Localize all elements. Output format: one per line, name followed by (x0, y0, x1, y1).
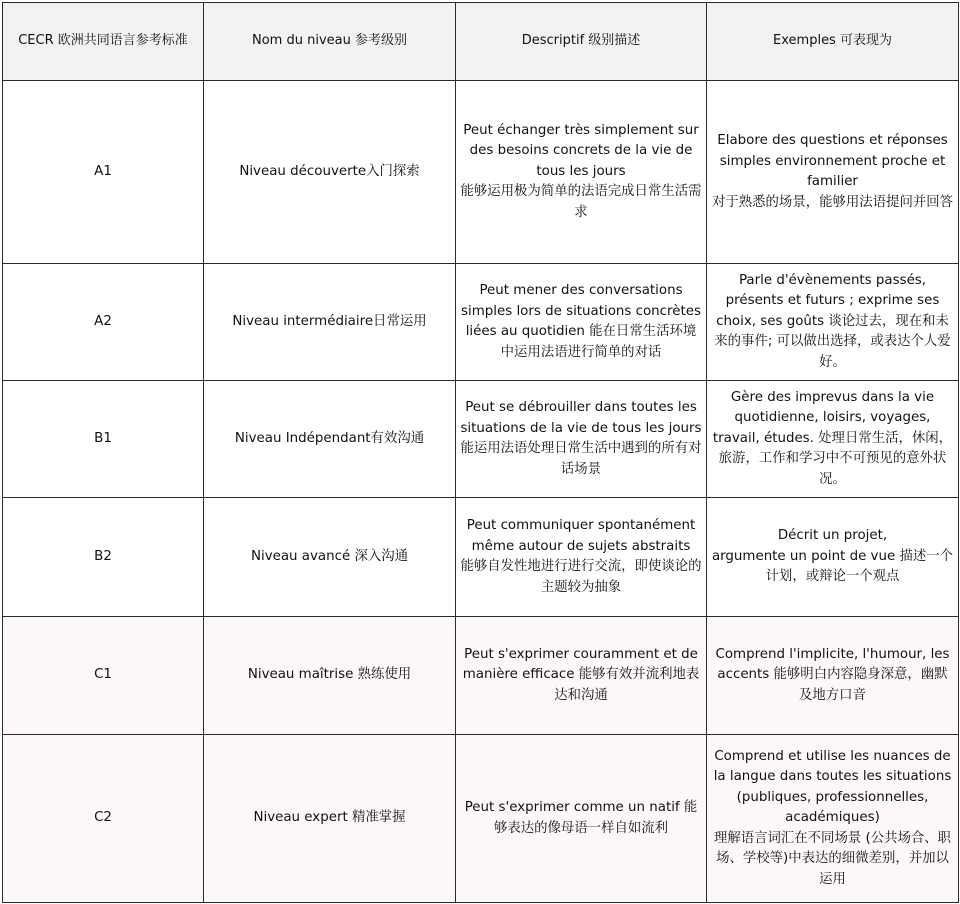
level-code-cell: B2 (3, 498, 204, 617)
table-row-b1 (3, 381, 959, 498)
level-name-cell: Niveau découverte入门探索 (204, 81, 456, 264)
exemples-cell: Elabore des questions et réponses simples environnement proche et familier 对于熟悉的场景，能够用法语提问并回答 (707, 81, 959, 264)
table-row-a2 (3, 264, 959, 381)
table-row-c1 (3, 617, 959, 735)
descriptif-cell: Peut s'exprimer couramment et de manière efficace 能够有效并流利地表达和沟通 (456, 617, 707, 735)
level-name-cell: Niveau Indépendant有效沟通 (204, 381, 456, 498)
level-code-cell: C2 (3, 735, 204, 903)
header-cecr: CECR 欧洲共同语言参考标准 (3, 3, 204, 81)
level-name-cell: Niveau maîtrise 熟练使用 (204, 617, 456, 735)
level-name-cell: Niveau intermédiaire日常运用 (204, 264, 456, 381)
exemples-cell: Comprend l'implicite, l'humour, les accents 能够明白内容隐身深意，幽默及地方口音 (707, 617, 959, 735)
level-code-cell: B1 (3, 381, 204, 498)
header-descriptif: Descriptif 级别描述 (456, 3, 707, 81)
level-name-cell: Niveau avancé 深入沟通 (204, 498, 456, 617)
exemples-cell: Parle d'évènements passés, présents et futurs ; exprime ses choix, ses goûts 谈论过去，现在和未来的事件; 可以做出选择，或表达个人爱好。 (707, 264, 959, 381)
exemples-cell: Décrit un projet, argumente un point de vue 描述一个计划，或辩论一个观点 (707, 498, 959, 617)
table-row-b2 (3, 498, 959, 617)
level-code-cell: A1 (3, 81, 204, 264)
exemples-cell: Gère des imprevus dans la vie quotidienne, loisirs, voyages, travail, études. 处理日常生活，休闲，旅游，工作和学习中不可预见的意外状况。 (707, 381, 959, 498)
level-name-cell: Niveau expert 精准掌握 (204, 735, 456, 903)
exemples-cell: Comprend et utilise les nuances de la langue dans toutes les situations (publiques, professionnelles, académiques) 理解语言词汇在不同场景 (公共场合、职场、学校等)中表达的细微差别，并加以运用 (707, 735, 959, 903)
descriptif-cell: Peut mener des conversations simples lors de situations concrètes liées au quotidien 能在日常生活环境中运用法语进行简单的对话 (456, 264, 707, 381)
cecr-levels-table (2, 2, 959, 903)
table-row-a1 (3, 81, 959, 264)
level-code-cell: A2 (3, 264, 204, 381)
table-row-c2 (3, 735, 959, 903)
descriptif-cell: Peut s'exprimer comme un natif 能够表达的像母语一样自如流利 (456, 735, 707, 903)
header-level-name: Nom du niveau 参考级别 (204, 3, 456, 81)
descriptif-cell: Peut se débrouiller dans toutes les situations de la vie de tous les jours 能运用法语处理日常生活中遇到的所有对话场景 (456, 381, 707, 498)
descriptif-cell: Peut échanger très simplement sur des besoins concrets de la vie de tous les jours 能够运用极为简单的法语完成日常生活需求 (456, 81, 707, 264)
header-exemples: Exemples 可表现为 (707, 3, 959, 81)
table-header-row (3, 3, 959, 81)
descriptif-cell: Peut communiquer spontanément même autour de sujets abstraits 能够自发性地进行进行交流，即使谈论的主题较为抽象 (456, 498, 707, 617)
level-code-cell: C1 (3, 617, 204, 735)
